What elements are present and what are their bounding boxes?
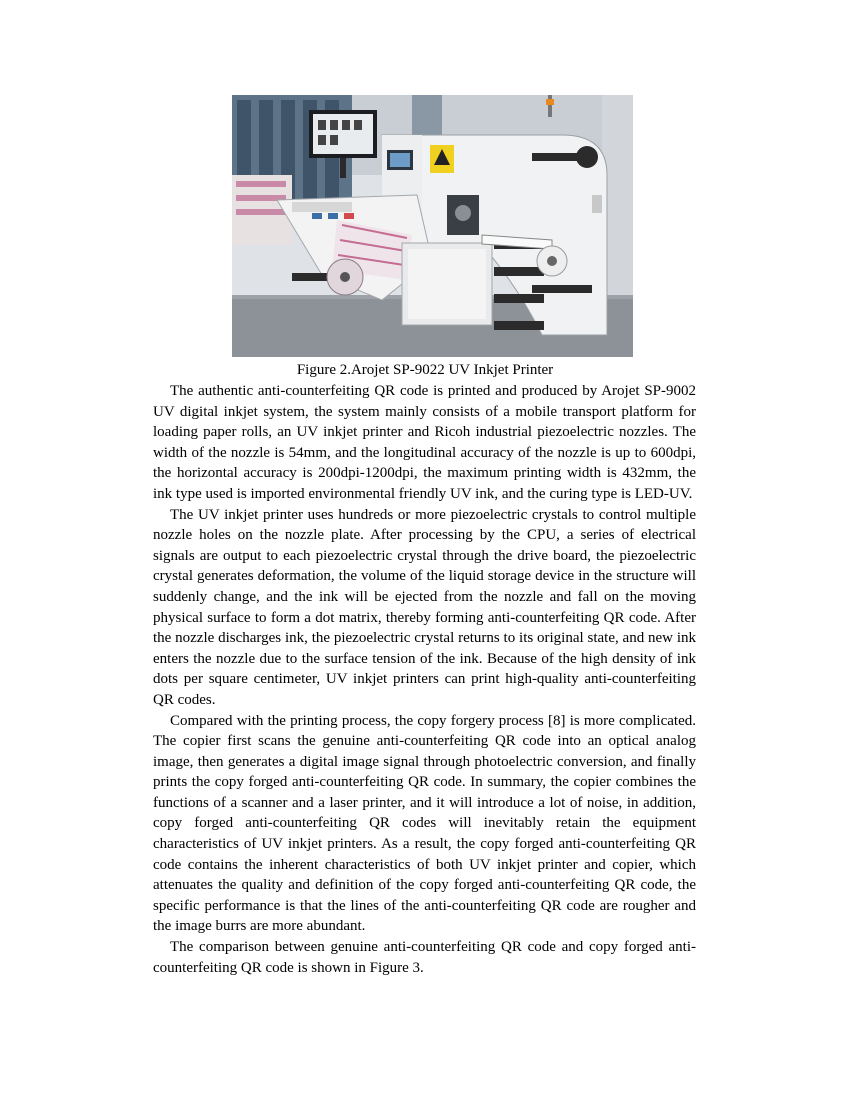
- paragraph-2: The UV inkjet printer uses hundreds or more piezoelectric crystals to control multiple nozzle holes on the nozzle plate. After processing by the CPU, a series of electrical signals are output to each piezoelectric crystal through the drive board, the piezoelectric crystal generates deformation, the volume of the liquid storage device in the structure will suddenly change, and the ink will be ejected from the nozzle and fall on the moving physical surface to form a dot matrix, thereby forming anti-counterfeiting QR code. After the nozzle discharges ink, the piezoelectric crystal returns to its original state, and new ink enters the nozzle due to the surface tension of the ink. Because of the high density of ink dots per square centimeter, UV inkjet printers can print high-quality anti-counterfeiting QR codes.: [153, 506, 696, 708]
- paragraph-4: The comparison between genuine anti-counterfeiting QR code and copy forged anti-counterfeiting QR code is shown in Figure 3.: [153, 939, 696, 976]
- paragraph-1: The authentic anti-counterfeiting QR code is printed and produced by Arojet SP-9002 UV digital inkjet system, the system mainly consists of a mobile transport platform for loading paper rolls, an UV inkjet printer and Ricoh industrial piezoelectric nozzles. The width of the nozzle is 54mm, and the longitudinal accuracy of the nozzle is up to 600dpi, the horizontal accuracy is 200dpi-1200dpi, the maximum printing width is 432mm, the ink type used is imported environmental friendly UV ink, and the curing type is LED-UV.: [153, 383, 696, 502]
- paragraph-3: Compared with the printing process, the copy forgery process [8] is more complicated. The copier first scans the genuine anti-counterfeiting QR code into an optical analog image, then generates a digital image signal through photoelectric conversion, and finally prints the copy forged anti-counterfeiting QR code. In summary, the copier combines the functions of a scanner and a laser printer, and it will introduce a lot of noise, in addition, copy forged anti-counterfeiting QR codes will inevitably retain the equipment characteristics of UV inkjet printers. As a result, the copy forged anti-counterfeiting QR code contains the inherent characteristics of both UV inkjet printer and copier, which attenuates the quality and definition of the copy forged anti-counterfeiting QR code, the specific performance is that the lines of the anti-counterfeiting QR code are rougher and the image burrs are more abundant.: [153, 712, 696, 935]
- printer-photo: [232, 95, 633, 357]
- body-text: [153, 381, 696, 978]
- figure-caption: Figure 2.Arojet SP-9022 UV Inkjet Printer: [296, 362, 554, 378]
